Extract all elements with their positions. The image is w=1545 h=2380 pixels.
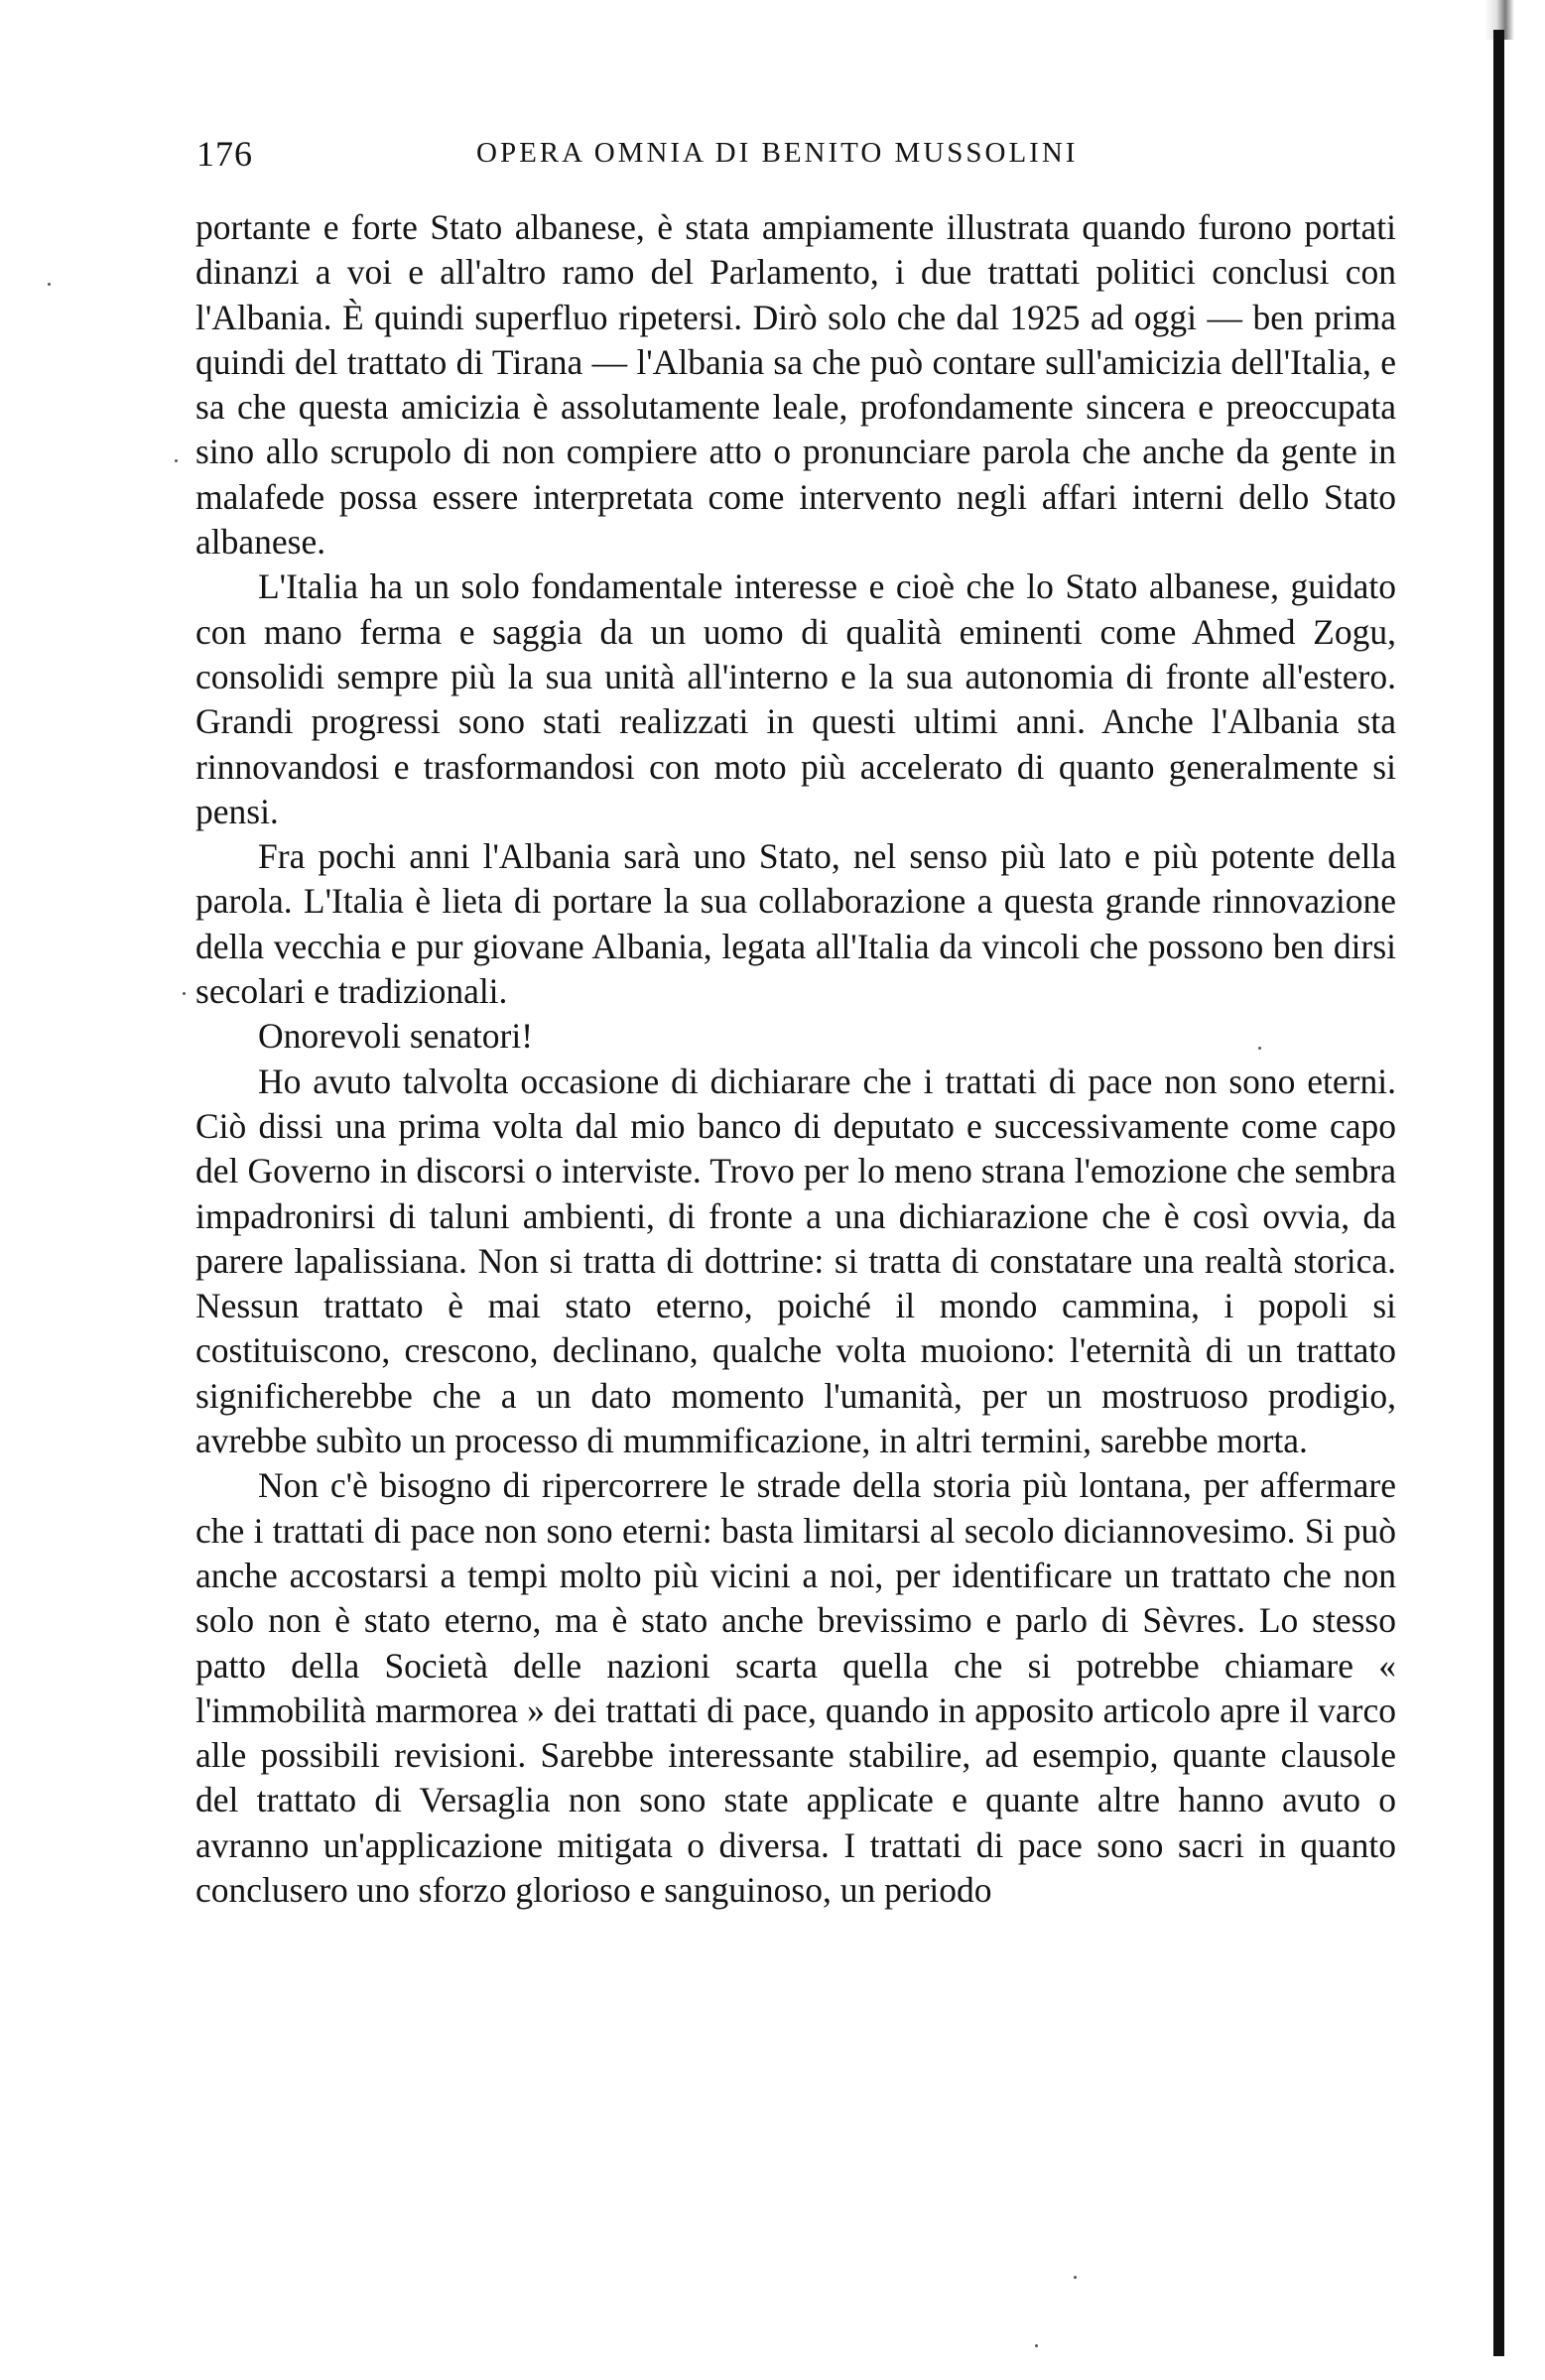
page-header (196, 133, 1308, 188)
body-text (195, 205, 1396, 1913)
paragraph: Non c'è bisogno di ripercorrere le strade della storia più lontana, per affermare che i trattati di pace non sono eterni: basta limitarsi al secolo diciannovesimo. Si può anche accostarsi a tempi molto più vicini a noi, per identificare un trattato che non solo non è stato eterno, ma è stato anche brevissimo e parlo di Sèvres. Lo stesso patto della Società delle nazioni scarta quella che si potrebbe chiamare « l'immobilità marmorea » dei trattati di pace, quando in apposito articolo apre il varco alle possibili revisioni. Sarebbe interessante stabilire, ad esempio, quante clausole del trattato di Versaglia non sono state applicate e quante altre hanno avuto o avranno un'applicazione mitigata o diversa. I trattati di pace sono sacri in quanto conclusero uno sforzo glorioso e sanguinoso, un periodo (195, 1465, 1396, 1910)
paragraph: L'Italia ha un solo fondamentale interesse e cioè che lo Stato albanese, guidato con mano ferma e saggia da un uomo di qualità eminenti come Ahmed Zogu, consolidi sempre più la sua unità all'interno e la sua autonomia di fronte all'estero. Grandi progressi sono stati realizzati in questi ultimi anni. Anche l'Albania sta rinnovandosi e trasformandosi con moto più accelerato di quanto generalmente si pensi. (195, 566, 1396, 831)
binding-edge-bar (1493, 30, 1504, 2356)
paragraph-address: Onorevoli senatori! (258, 1016, 534, 1057)
paragraph: Fra pochi anni l'Albania sarà uno Stato, nel senso più lato e più potente della parola. L'Italia è lieta di portare la sua collaborazione a questa grande rinnovazione della vecchia e pur giovane Albania, legata all'Italia da vincoli che possono ben dirsi secolari e tradizionali. (195, 836, 1396, 1012)
scan-speck (1074, 2276, 1077, 2279)
paragraph: Ho avuto talvolta occasione di dichiarare che i trattati di pace non sono eterni. Ciò dissi una prima volta dal mio banco di deputato e successivamente come capo del Governo in discorsi o interviste. Trovo per lo meno strana l'emozione che sembra impadronirsi di taluni ambienti, di fronte a una dichiarazione che è così ovvia, da parere lapalissiana. Non si tratta di dottrine: si tratta di constatare una realtà storica. Nessun trattato è mai stato eterno, poiché il mondo cammina, i popoli si costituiscono, crescono, declinano, qualche volta muoiono: l'eternità di un trattato significherebbe che a un dato momento l'umanità, per un mostruoso prodigio, avrebbe subìto un processo di mummificazione, in altri termini, sarebbe morta. (195, 1061, 1396, 1461)
scan-speck (1035, 2344, 1038, 2347)
scan-speck (48, 283, 51, 286)
page-number: 176 (196, 134, 253, 174)
scan-speck (1258, 1047, 1261, 1050)
scan-speck (183, 992, 186, 995)
running-title: OPERA OMNIA DI BENITO MUSSOLINI (476, 137, 1079, 169)
scan-speck (175, 459, 178, 462)
paragraph-continuation: portante e forte Stato albanese, è stata ampiamente illustrata quando furono portati dinanzi a voi e all'altro ramo del Parlamento, i due trattati politici conclusi con l'Albania. È quindi superfluo ripetersi. Dirò solo che dal 1925 ad oggi — ben prima quindi del trattato di Tirana — l'Albania sa che può contare sull'amicizia dell'Italia, e sa che questa amicizia è assolutamente leale, profondamente sincera e preoccupata sino allo scrupolo di non compiere atto o pronunciare parola che anche da gente in malafede possa essere interpretata come intervento negli affari interni dello Stato albanese. (195, 207, 1396, 563)
